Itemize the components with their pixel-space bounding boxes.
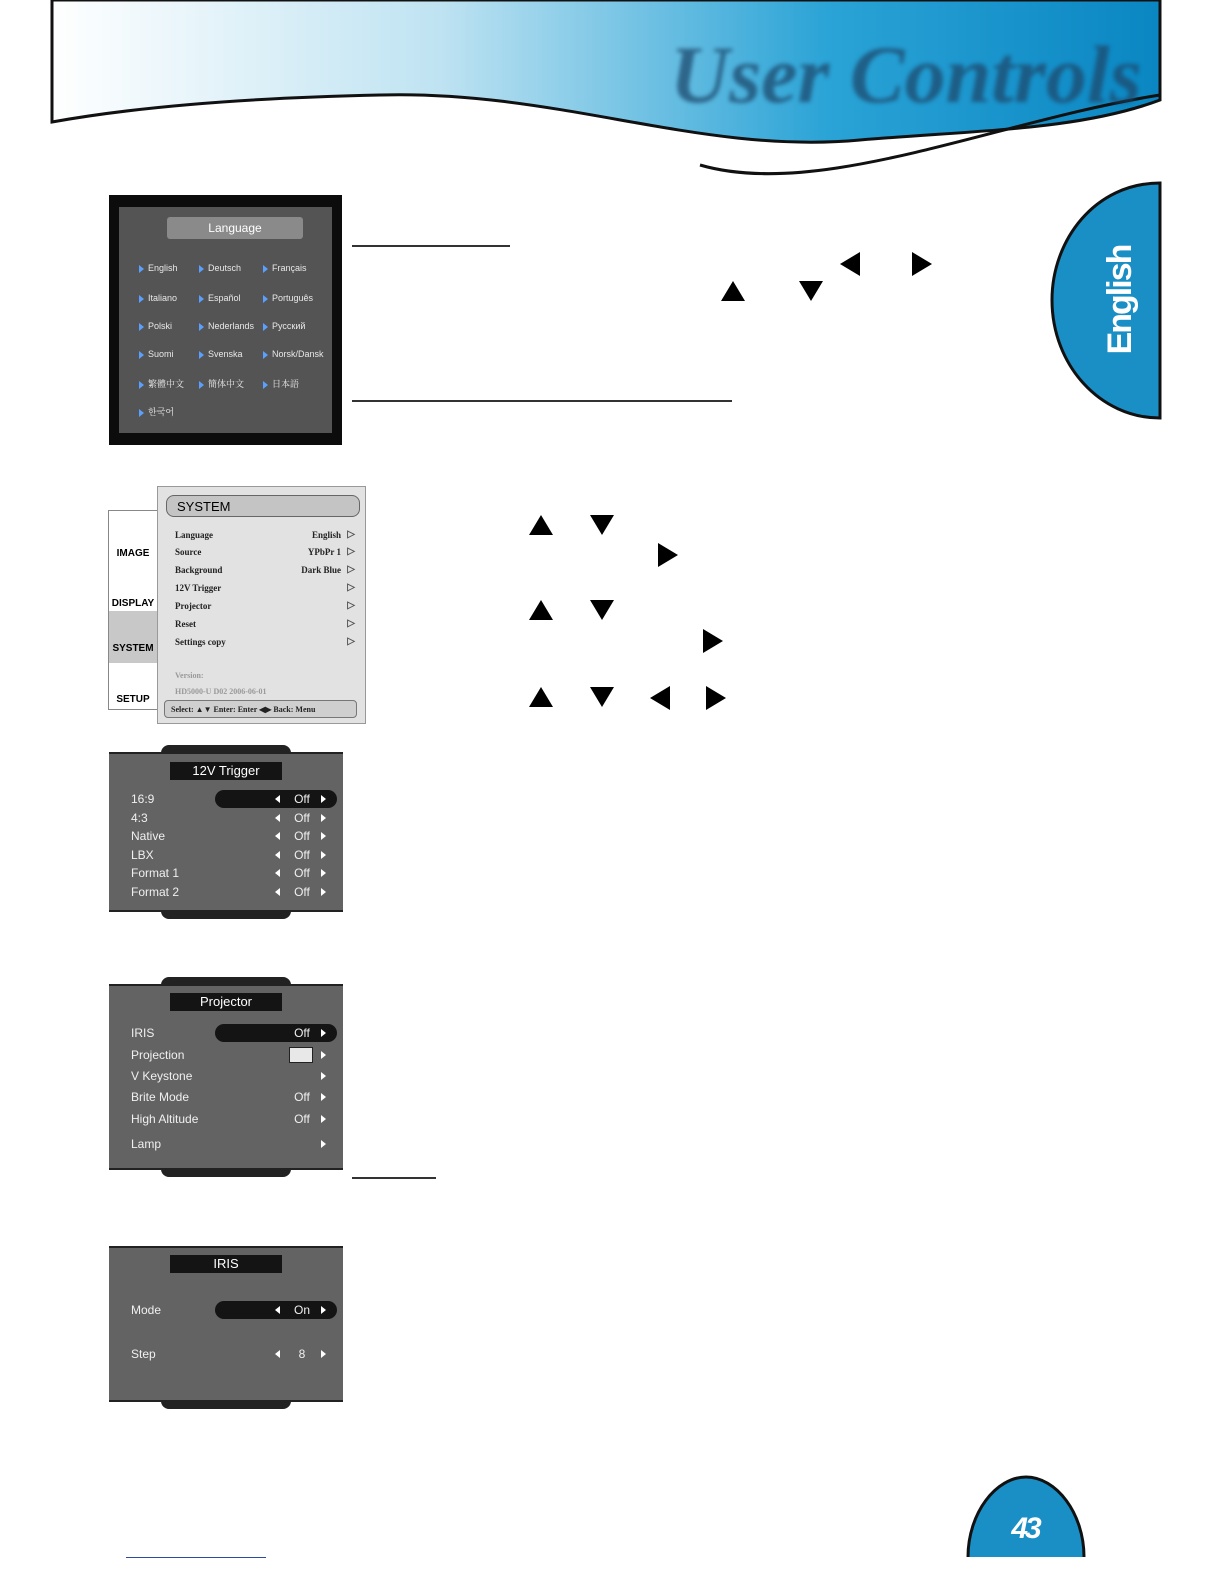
trigger-row-16-9[interactable] <box>131 791 337 807</box>
trigger-row-native[interactable] <box>131 828 337 844</box>
right-arrow-icon <box>321 888 326 896</box>
submenu-arrow-icon: ▷ <box>347 546 355 557</box>
row-value: Off <box>294 866 310 880</box>
right-arrow-icon <box>321 851 326 859</box>
projector-menu-screenshot <box>109 984 343 1170</box>
submenu-arrow-icon: ▷ <box>347 618 355 629</box>
projector-row-brite-mode[interactable] <box>131 1089 337 1105</box>
language-item[interactable]: 簡体中文 <box>199 377 244 390</box>
version-value: HD5000-U D02 2006-06-01 <box>175 687 267 696</box>
divider-line <box>352 245 510 247</box>
right-arrow-icon <box>321 1029 326 1037</box>
row-value: Off <box>294 848 310 862</box>
right-arrow-icon <box>321 1115 326 1123</box>
tab-image[interactable]: IMAGE <box>116 548 150 559</box>
menu-row-background[interactable] <box>175 565 355 575</box>
row-value: YPbPr 1 <box>307 547 341 557</box>
trigger-row-format-2[interactable] <box>131 884 337 900</box>
row-label: Projection <box>131 1048 185 1062</box>
row-label: Lamp <box>131 1137 162 1151</box>
language-item[interactable]: Svenska <box>199 349 243 359</box>
iris-row-mode[interactable] <box>131 1302 337 1318</box>
row-value: Off <box>294 811 310 825</box>
row-label: Format 2 <box>131 885 180 899</box>
row-value: Off <box>294 1026 310 1040</box>
row-label: Settings copy <box>175 637 226 647</box>
trigger-menu-title: 12V Trigger <box>170 762 282 780</box>
row-value: Dark Blue <box>301 565 341 575</box>
row-label: 16:9 <box>131 792 155 806</box>
right-arrow-icon <box>321 1140 326 1148</box>
version-label: Version: <box>175 671 204 680</box>
system-menu-title: SYSTEM <box>166 495 360 517</box>
submenu-arrow-icon: ▷ <box>347 529 355 540</box>
right-arrow-icon <box>321 814 326 822</box>
trigger-menu-screenshot <box>109 752 343 912</box>
right-arrow-icon <box>703 629 723 653</box>
left-arrow-icon <box>650 686 670 710</box>
row-label: Brite Mode <box>131 1090 190 1104</box>
up-arrow-icon <box>529 687 553 707</box>
row-value: Off <box>294 885 310 899</box>
up-arrow-icon <box>721 281 745 301</box>
right-arrow-icon <box>658 543 678 567</box>
language-item[interactable]: Русский <box>263 321 305 331</box>
iris-row-step[interactable] <box>131 1346 337 1362</box>
menu-row-reset[interactable] <box>175 619 355 629</box>
system-menu-panel <box>157 486 366 724</box>
language-item[interactable]: Polski <box>139 321 172 331</box>
submenu-arrow-icon: ▷ <box>347 582 355 593</box>
left-arrow-icon <box>275 814 280 822</box>
row-label: 12V Trigger <box>175 583 222 593</box>
projector-row-projection[interactable] <box>131 1047 337 1063</box>
right-arrow-icon <box>321 1093 326 1101</box>
language-item[interactable]: Deutsch <box>199 263 241 273</box>
divider-line <box>352 1177 436 1179</box>
row-value: Off <box>294 1112 310 1126</box>
language-menu-title: Language <box>167 217 303 239</box>
divider-line <box>352 400 732 402</box>
footer-link-line <box>126 1557 266 1558</box>
tab-setup[interactable]: SETUP <box>116 694 150 705</box>
system-menu-screenshot <box>108 486 366 726</box>
row-label: Projector <box>175 601 212 611</box>
right-arrow-icon <box>321 869 326 877</box>
projector-row-v-keystone[interactable] <box>131 1068 337 1084</box>
left-arrow-icon <box>275 1350 280 1358</box>
menu-row-language[interactable] <box>175 530 355 540</box>
row-label: High Altitude <box>131 1112 199 1126</box>
projector-menu-title: Projector <box>170 993 282 1011</box>
tab-system[interactable]: SYSTEM <box>109 611 157 663</box>
row-label: Step <box>131 1347 156 1361</box>
menu-row-source[interactable] <box>175 547 355 557</box>
language-item[interactable]: Français <box>263 263 307 273</box>
row-label: Language <box>175 530 214 540</box>
up-arrow-icon <box>529 600 553 620</box>
system-menu-footer: Select: ▲▼ Enter: Enter ◀▶ Back: Menu <box>164 700 357 718</box>
left-arrow-icon <box>275 795 280 803</box>
right-arrow-icon <box>321 1051 326 1059</box>
up-arrow-icon <box>529 515 553 535</box>
submenu-arrow-icon: ▷ <box>347 636 355 647</box>
language-item[interactable]: 日本語 <box>263 377 299 390</box>
language-item[interactable]: 한국어 <box>139 405 174 418</box>
language-item[interactable]: 繁體中文 <box>139 377 184 390</box>
row-label: Background <box>175 565 223 575</box>
language-item[interactable]: English <box>139 263 178 273</box>
trigger-row-lbx[interactable] <box>131 847 337 863</box>
submenu-arrow-icon: ▷ <box>347 600 355 611</box>
language-item[interactable]: Nederlands <box>199 321 254 331</box>
down-arrow-icon <box>590 687 614 707</box>
row-value: Off <box>294 1090 310 1104</box>
left-arrow-icon <box>275 1306 280 1314</box>
side-tab-label: English <box>1100 245 1139 355</box>
tab-display[interactable]: DISPLAY <box>111 598 155 609</box>
left-arrow-icon <box>840 252 860 276</box>
language-item[interactable]: Suomi <box>139 349 174 359</box>
iris-menu-screenshot <box>109 1246 343 1402</box>
right-arrow-icon <box>912 252 932 276</box>
trigger-row-4-3[interactable] <box>131 810 337 826</box>
language-item[interactable]: Español <box>199 293 241 303</box>
left-arrow-icon <box>275 851 280 859</box>
down-arrow-icon <box>590 600 614 620</box>
left-arrow-icon <box>275 888 280 896</box>
row-label: V Keystone <box>131 1069 193 1083</box>
row-value: Off <box>294 829 310 843</box>
iris-menu-title: IRIS <box>170 1255 282 1273</box>
language-item[interactable]: Italiano <box>139 293 177 303</box>
projector-row-iris[interactable] <box>131 1025 337 1041</box>
page-title: User Controls <box>670 29 1142 120</box>
row-label: Format 1 <box>131 866 180 880</box>
language-menu-screenshot <box>109 195 342 445</box>
row-value: Off <box>294 792 310 806</box>
row-label: 4:3 <box>131 811 148 825</box>
page-number: 43 <box>1011 1512 1039 1545</box>
row-label: Source <box>175 547 202 557</box>
row-label: Reset <box>175 619 196 629</box>
right-arrow-icon <box>321 1072 326 1080</box>
system-menu-tabs <box>108 510 158 710</box>
right-arrow-icon <box>321 1350 326 1358</box>
menu-row-projector[interactable] <box>175 601 355 611</box>
row-label: Native <box>131 829 166 843</box>
down-arrow-icon <box>590 515 614 535</box>
down-arrow-icon <box>799 281 823 301</box>
trigger-row-format-1[interactable] <box>131 865 337 881</box>
projector-row-high-altitude[interactable] <box>131 1111 337 1127</box>
projection-mode-icon <box>289 1047 313 1063</box>
language-item[interactable]: Português <box>263 293 313 303</box>
row-label: Mode <box>131 1303 162 1317</box>
menu-row-12v-trigger[interactable] <box>175 583 355 593</box>
row-value: English <box>311 530 341 540</box>
left-arrow-icon <box>275 832 280 840</box>
projector-row-lamp[interactable] <box>131 1136 337 1152</box>
language-item[interactable]: Norsk/Dansk <box>263 349 324 359</box>
row-label: IRIS <box>131 1026 155 1040</box>
row-value: On <box>293 1303 310 1317</box>
row-value: 8 <box>298 1347 306 1361</box>
submenu-arrow-icon: ▷ <box>347 564 355 575</box>
row-label: LBX <box>131 848 154 862</box>
right-arrow-icon <box>706 686 726 710</box>
menu-row-settings-copy[interactable] <box>175 637 355 647</box>
right-arrow-icon <box>321 795 326 803</box>
right-arrow-icon <box>321 832 326 840</box>
right-arrow-icon <box>321 1306 326 1314</box>
left-arrow-icon <box>275 869 280 877</box>
